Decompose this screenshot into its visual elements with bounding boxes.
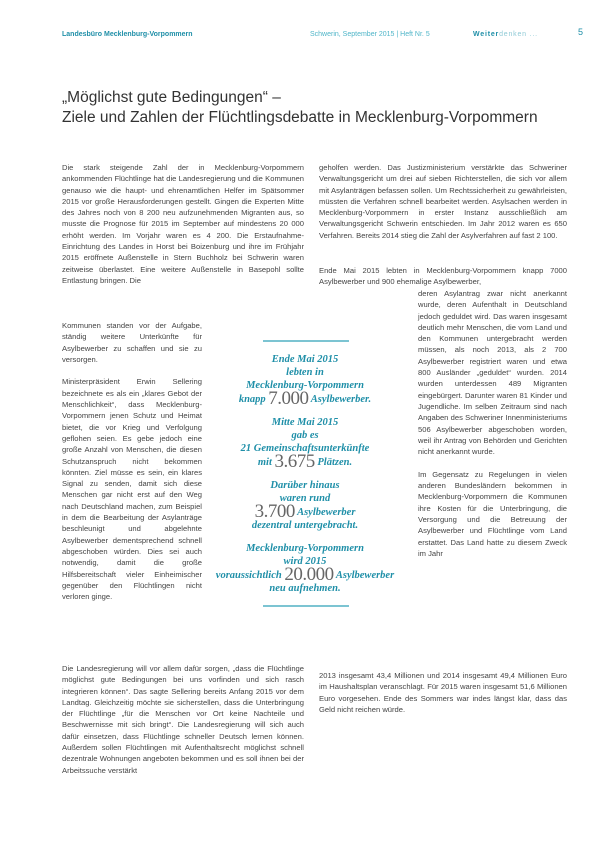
callout-line: Mecklenburg-Vorpommern: [246, 543, 364, 554]
callout-line: Darüber hinaus: [270, 480, 340, 491]
callout-number: 20.000: [284, 564, 334, 585]
callout-bottom-rule: [263, 605, 349, 607]
header-dateline: Schwerin, September 2015 | Heft Nr. 5: [310, 31, 430, 38]
callout-text: Asylbewerber: [335, 570, 395, 581]
callout-text: knapp: [238, 394, 266, 405]
callout-number: 7.000: [268, 388, 309, 409]
callout-block-4: [205, 542, 405, 595]
callout-line: Ende Mai 2015: [271, 354, 339, 365]
left-paragraph-1: [62, 162, 304, 298]
callout-line: lebten in: [286, 367, 324, 378]
title-line-1: „Möglichst gute Bedingungen“ –: [62, 89, 281, 106]
brand-bold: Weiter: [473, 31, 500, 38]
callout-line: [205, 388, 405, 409]
callout-top-rule: [263, 340, 349, 342]
left-paragraph-3: [62, 663, 304, 787]
brand-light: denken ...: [499, 31, 538, 38]
callout-text: voraussichtlich: [215, 570, 282, 581]
callout-text: Asylbewerber: [297, 507, 356, 518]
right-paragraph-3-end: [319, 670, 567, 726]
callout-block-1: [205, 353, 405, 409]
text-block: geholfen werden. Das Justizministerium verstärkte das Schweriner Verwaltungsgericht um drei auf sieben Richterstellen, die sich vor allem mit Asylanträgen befassen sollen. Um Rechtssicherheit zu gewährleisten, müssten die Verfahren schnell bearbeitet werden. Asylsachen werden in Mecklenburg-Vorpommern in erster Instanz ausschließlich am Verwaltungsgericht Schwerin entschieden. Im Jahr 2012 waren es 650 Verfahren. Bereits 2014 stieg die Zahl der Asylverfahren auf fast 2 100.: [319, 163, 567, 240]
header-org: Landesbüro Mecklenburg-Vorpommern: [62, 31, 193, 38]
right-paragraph-1: [319, 162, 567, 252]
callout-block-2: [205, 416, 405, 472]
callout-text: Plätzen.: [317, 457, 353, 468]
callout-box: [205, 353, 405, 605]
left-paragraph-1-cont: Kommunen standen vor der Aufgabe, ständig weitere Unterkünfte für Asylbewerber zu schaffen und sie zu versorgen.: [62, 321, 202, 364]
callout-line: [205, 501, 405, 522]
callout-line: [205, 451, 405, 472]
callout-line: wird 2015: [283, 556, 327, 567]
callout-line: Mitte Mai 2015: [271, 417, 339, 428]
header-brand: [473, 30, 538, 39]
right-column-narrow: [418, 288, 567, 570]
text-block: 2013 insgesamt 43,4 Millionen und 2014 insgesamt 49,4 Millionen Euro im Haushaltsplan veranschlagt. Für 2015 waren insgesamt 51,6 Millionen Euro vorgesehen. Ende des Sommers war indes längst klar, dass das Geld nicht reichen würde.: [319, 671, 567, 714]
left-paragraph-2: Ministerpräsident Erwin Sellering bezeichnete es als ein „klares Gebot der Menschlichkeit“, dass Mecklenburg-Vorpommern jenen Schutz und Heimat bietet, die vor Krieg und Verfolgung geflohen seien. Es gebe jedoch eine große Anzahl von Menschen, die diesen Schutzanspruch nicht bekommen könnten. Ziel müsse es sein, ein klares Signal zu senden, damit sich diese Menschen gar nicht erst auf den Weg nach Deutschland machen, zum Beispiel in dem die Bearbeitung der Asylanträge beschleunigt und abgelehnte Asylbewerber dementsprechend schnell abgeschoben würden. Dies sei auch notwendig, damit die große Hilfsbereitschaft vieler Einheimischer gegenüber den Flüchtlingen nicht verloren ginge.: [62, 377, 202, 602]
callout-number: 3.700: [254, 501, 295, 522]
page-title: [62, 88, 562, 128]
callout-text: Asylbewerber.: [310, 394, 372, 405]
callout-block-3: [205, 479, 405, 532]
callout-number: 3.675: [274, 451, 315, 472]
text-block: Die Landesregierung will vor allem dafür sorgen, „dass die Flüchtlinge möglichst gute Bedingungen bei uns vorfinden und sich rasch integrieren können“. Das sagte Sellering bereits Anfang 2015 vor dem Landtag. Gleichzeitig möchte sie sicherstellen, dass die Unterbringung der Flüchtlinge „für die Menschen vor Ort keine Nachteile und Beschwernisse mit sich bringt“. Die Landesregierung will sich auch dafür einsetzen, dass Flüchtlinge schneller Deutsch lernen können. Außerdem sollen Flüchtlingen mit Aufenthaltsrecht möglichst schnell dezentrale Wohnungen angeboten bekommen und es soll ihnen bei der Arbeitssuche verstärkt: [62, 664, 304, 775]
right-paragraph-2-cont: deren Asylantrag zwar nicht anerkannt wurde, deren Aufenthalt in Deutschland jedoch geduldet wird. Das waren insgesamt deutlich mehr Menschen, die vom Land und den Kommunen untergebracht werden müssen, als noch 2013, als 2 700 Asylbewerber registriert waren und etwa 800 Ausländer „geduldet“ wurden. 2014 wurden unterdessen 489 Migranten eingebürgert. Darunter waren 81 Kinder und Jugendliche. Im selben Zeitraum sind nach Angaben des Schweriner Innenministeriums 506 Asylbewerber abgeschoben worden, weil ihr Antrag von Behörden und Gerichten nicht anerkannt wurde.: [418, 289, 567, 457]
callout-line: neu aufnehmen.: [269, 583, 341, 594]
left-column-narrow: [62, 320, 202, 614]
text-block: Ende Mai 2015 lebten in Mecklenburg-Vorpommern knapp 7000 Asylbewerber und 900 ehemalige Asylbewerber,: [319, 266, 567, 287]
title-line-2: Ziele und Zahlen der Flüchtlingsdebatte in Mecklenburg-Vorpommern: [62, 109, 538, 126]
callout-line: dezentral untergebracht.: [251, 520, 359, 531]
text-block: Die stark steigende Zahl der in Mecklenburg-Vorpommern ankommenden Flüchtlinge hat die Landesregierung und die Kommunen genauso wie die haupt- und ehrenamtlichen Helfer im Spätsommer 2015 vor große Herausforderungen gestellt. Gingen die Experten Mitte des Jahres noch von 8 200 neu aufzunehmenden Migranten aus, so musste die Prognose für 2015 im September auf mindestens 20 000 erhöht werden. Im Vorjahr waren es 4 200. Die Erstaufnahme-Einrichtung des Landes in Horst bei Boizenburg und ihre im Frühjahr 2015 eröffnete Außenstelle in Stern Buchholz bei Schwerin waren zeitweise überlastet. Eine weitere Außenstelle in Basepohl sollte Entlastung bringen. Die: [62, 163, 304, 285]
page-number: 5: [578, 27, 584, 37]
right-paragraph-3-start: Im Gegensatz zu Regelungen in vielen anderen Bundesländern bekommen in Mecklenburg-Vorpommern die Kommunen ihre Kosten für die Unterbringung, die Versorgung und die Betreuung der Asylbewerber und Flüchtlinge vom Land erstattet. Das Land hatte zu diesem Zweck im Jahr: [418, 469, 567, 558]
callout-line: [205, 564, 405, 585]
callout-line: 21 Gemeinschaftsunterkünfte: [240, 443, 370, 454]
callout-line: waren rund: [279, 493, 331, 504]
callout-text: mit: [257, 457, 272, 468]
callout-line: Mecklenburg-Vorpommern: [246, 380, 364, 391]
callout-line: gab es: [291, 430, 319, 441]
